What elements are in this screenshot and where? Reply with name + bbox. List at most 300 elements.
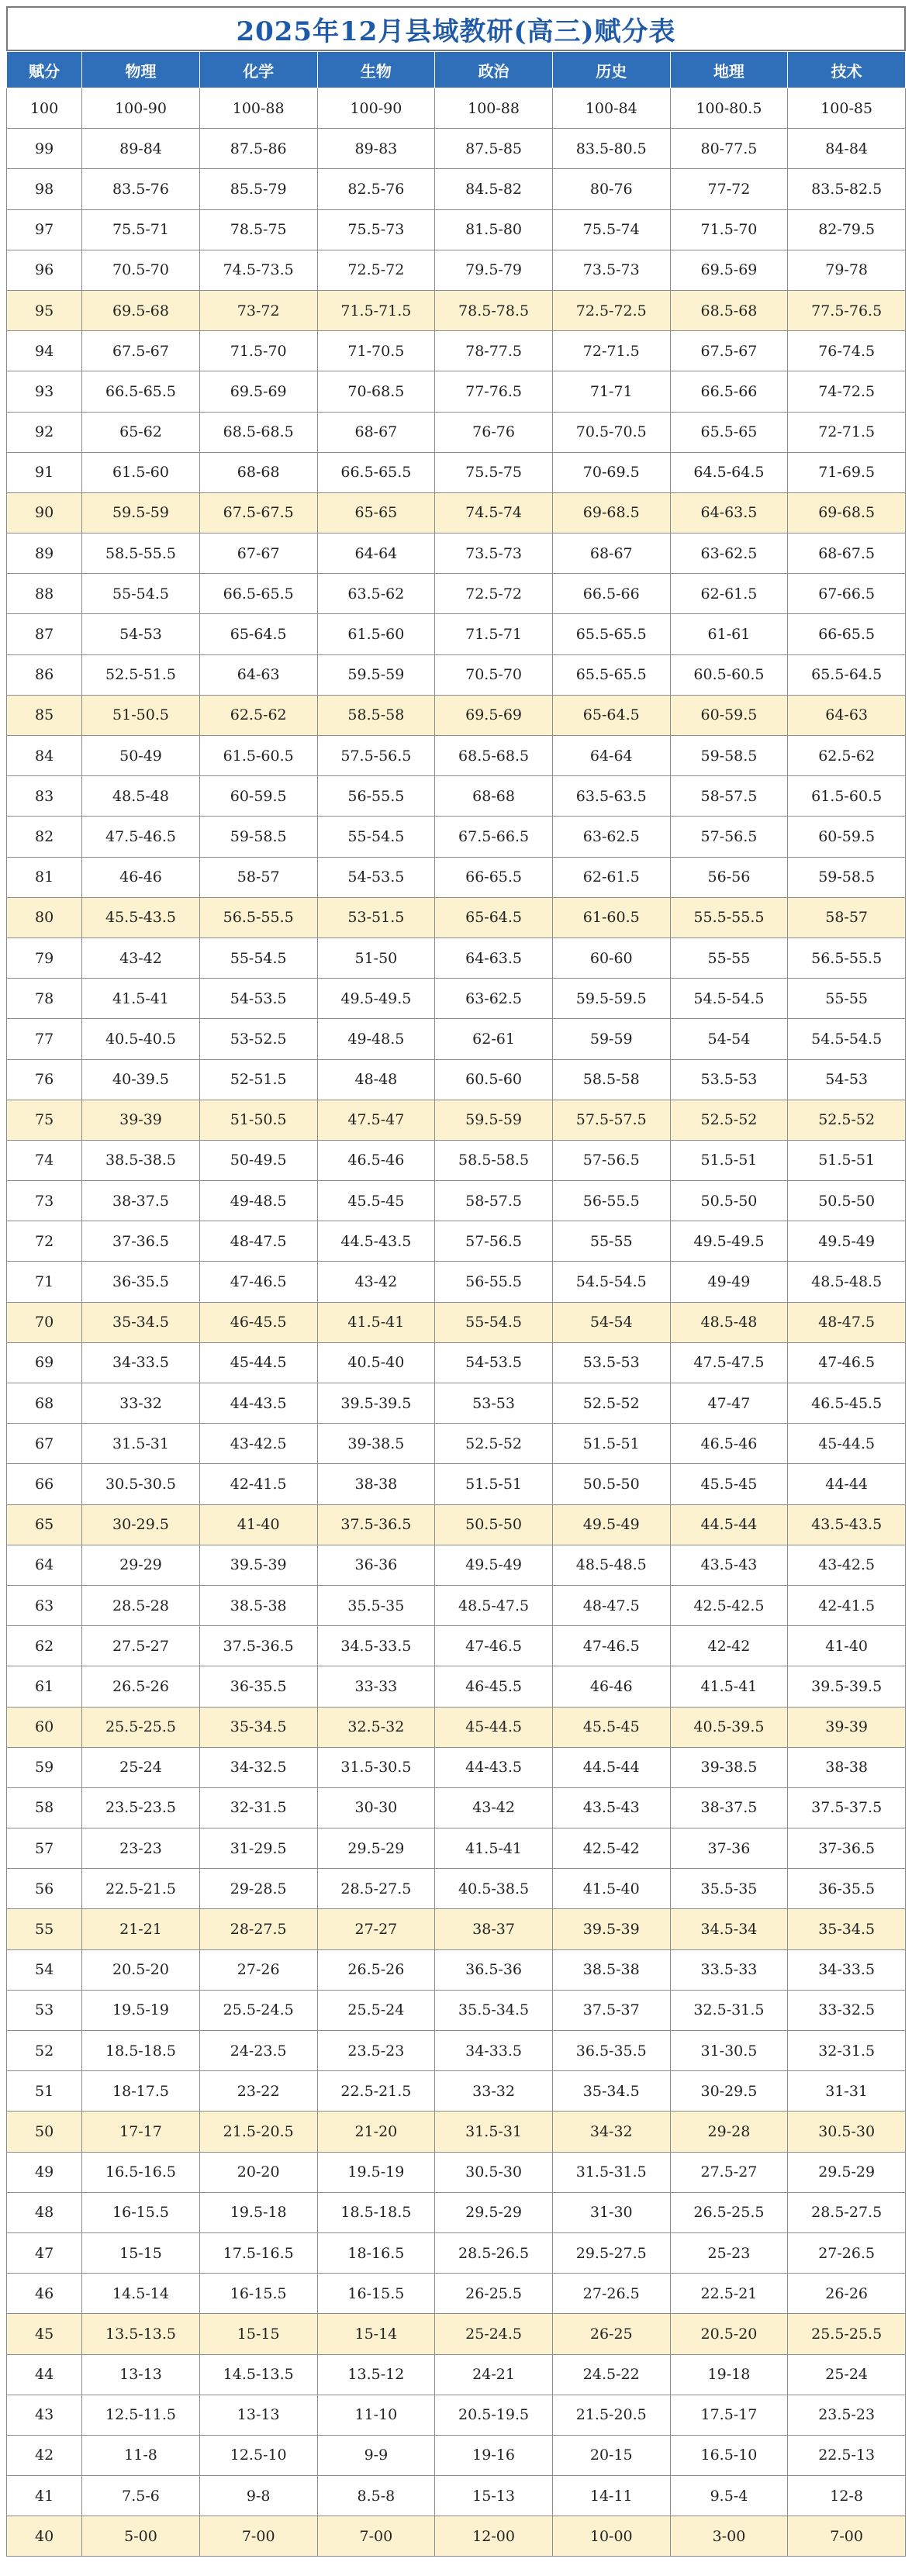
range-cell: 60.5-60 [435, 1059, 553, 1100]
range-cell: 67.5-66.5 [435, 817, 553, 857]
range-cell: 47-47 [670, 1383, 788, 1424]
score-cell: 86 [7, 654, 82, 695]
score-cell: 63 [7, 1585, 82, 1625]
range-cell: 41.5-40 [552, 1869, 670, 1909]
range-cell: 100-80.5 [670, 88, 788, 129]
range-cell: 75.5-74 [552, 209, 670, 250]
range-cell: 64-63 [199, 654, 317, 695]
range-cell: 25.5-25.5 [82, 1707, 200, 1747]
range-cell: 56-56 [670, 857, 788, 897]
range-cell: 23.5-23 [788, 2395, 906, 2435]
range-cell: 49-48.5 [317, 1019, 435, 1059]
range-cell: 54-53.5 [199, 979, 317, 1019]
range-cell: 59-58.5 [670, 736, 788, 776]
range-cell: 69.5-68 [82, 290, 200, 330]
table-row [7, 1100, 906, 1140]
range-cell: 43-42 [435, 1787, 553, 1828]
range-cell: 40.5-38.5 [435, 1869, 553, 1909]
range-cell: 46.5-45.5 [788, 1383, 906, 1424]
range-cell: 55-54.5 [435, 1302, 553, 1342]
range-cell: 24.5-22 [552, 2354, 670, 2395]
range-cell: 12-00 [435, 2516, 553, 2557]
range-cell: 56-55.5 [435, 1262, 553, 1302]
range-cell: 84-84 [788, 129, 906, 169]
range-cell: 46-45.5 [199, 1302, 317, 1342]
range-cell: 67.5-67.5 [199, 492, 317, 533]
table-row [7, 1828, 906, 1869]
range-cell: 59-58.5 [199, 817, 317, 857]
range-cell: 59-58.5 [788, 857, 906, 897]
range-cell: 66.5-66 [670, 371, 788, 412]
range-cell: 43.5-43.5 [788, 1504, 906, 1545]
range-cell: 32-31.5 [199, 1787, 317, 1828]
range-cell: 36-36 [317, 1545, 435, 1585]
range-cell: 35-34.5 [82, 1302, 200, 1342]
table-row [7, 1221, 906, 1262]
range-cell: 69.5-69 [435, 695, 553, 735]
range-cell: 62-61.5 [670, 574, 788, 614]
score-cell: 50 [7, 2112, 82, 2152]
range-cell: 60-59.5 [670, 695, 788, 735]
range-cell: 79-78 [788, 250, 906, 290]
range-cell: 75.5-73 [317, 209, 435, 250]
range-cell: 51.5-51 [552, 1424, 670, 1464]
score-cell: 68 [7, 1383, 82, 1424]
range-cell: 68-67.5 [788, 534, 906, 574]
range-cell: 40.5-39.5 [670, 1707, 788, 1747]
range-cell: 67-66.5 [788, 574, 906, 614]
range-cell: 43-42.5 [788, 1545, 906, 1585]
table-row [7, 371, 906, 412]
range-cell: 56-55.5 [317, 776, 435, 817]
table-row [7, 2435, 906, 2475]
table-row [7, 209, 906, 250]
range-cell: 43-42 [317, 1262, 435, 1302]
range-cell: 41.5-41 [82, 979, 200, 1019]
table-row [7, 1059, 906, 1100]
range-cell: 64.5-64.5 [670, 452, 788, 492]
table-row [7, 1585, 906, 1625]
range-cell: 5-00 [82, 2516, 200, 2557]
score-cell: 40 [7, 2516, 82, 2557]
range-cell: 59.5-59 [435, 1100, 553, 1140]
range-cell: 36.5-36 [435, 1949, 553, 1990]
range-cell: 45-44.5 [199, 1342, 317, 1383]
range-cell: 73.5-73 [435, 534, 553, 574]
range-cell: 19.5-19 [317, 2152, 435, 2192]
range-cell: 55-55 [552, 1221, 670, 1262]
range-cell: 58-57.5 [435, 1181, 553, 1221]
range-cell: 68-68 [199, 452, 317, 492]
range-cell: 21-21 [82, 1909, 200, 1949]
score-cell: 79 [7, 938, 82, 978]
range-cell: 70-69.5 [552, 452, 670, 492]
range-cell: 72.5-72 [435, 574, 553, 614]
range-cell: 16-15.5 [82, 2192, 200, 2232]
range-cell: 41-40 [788, 1626, 906, 1666]
range-cell: 25-24 [82, 1747, 200, 1787]
range-cell: 26.5-26 [82, 1666, 200, 1707]
range-cell: 23.5-23 [317, 2031, 435, 2071]
score-cell: 98 [7, 169, 82, 209]
table-row [7, 2395, 906, 2435]
score-cell: 89 [7, 534, 82, 574]
range-cell: 21-20 [317, 2112, 435, 2152]
range-cell: 29.5-29 [435, 2192, 553, 2232]
table-row [7, 2232, 906, 2273]
header-physics: 物理 [82, 52, 200, 88]
range-cell: 34.5-33.5 [317, 1626, 435, 1666]
range-cell: 38-38 [317, 1464, 435, 1504]
range-cell: 70.5-70 [82, 250, 200, 290]
range-cell: 20.5-19.5 [435, 2395, 553, 2435]
range-cell: 25.5-24.5 [199, 1990, 317, 2030]
range-cell: 79.5-79 [435, 250, 553, 290]
range-cell: 3-00 [670, 2516, 788, 2557]
range-cell: 64-64 [317, 534, 435, 574]
score-cell: 71 [7, 1262, 82, 1302]
range-cell: 8.5-8 [317, 2476, 435, 2516]
range-cell: 52.5-52 [670, 1100, 788, 1140]
range-cell: 83.5-82.5 [788, 169, 906, 209]
table-row [7, 1181, 906, 1221]
header-biology: 生物 [317, 52, 435, 88]
range-cell: 28.5-28 [82, 1585, 200, 1625]
range-cell: 61.5-60 [317, 614, 435, 654]
range-cell: 16-15.5 [199, 2274, 317, 2314]
range-cell: 55-55 [788, 979, 906, 1019]
score-cell: 58 [7, 1787, 82, 1828]
range-cell: 54.5-54.5 [788, 1019, 906, 1059]
range-cell: 71-70.5 [317, 331, 435, 371]
range-cell: 48.5-48 [670, 1302, 788, 1342]
range-cell: 71.5-70 [670, 209, 788, 250]
score-cell: 84 [7, 736, 82, 776]
score-cell: 72 [7, 1221, 82, 1262]
range-cell: 18-17.5 [82, 2071, 200, 2112]
range-cell: 40.5-40.5 [82, 1019, 200, 1059]
range-cell: 27-26 [199, 1949, 317, 1990]
range-cell: 62-61.5 [552, 857, 670, 897]
range-cell: 48.5-48.5 [552, 1545, 670, 1585]
table-row [7, 129, 906, 169]
range-cell: 55-54.5 [82, 574, 200, 614]
score-cell: 87 [7, 614, 82, 654]
range-cell: 27.5-27 [82, 1626, 200, 1666]
range-cell: 49.5-49 [435, 1545, 553, 1585]
score-cell: 56 [7, 1869, 82, 1909]
range-cell: 38.5-38.5 [82, 1140, 200, 1180]
range-cell: 17.5-17 [670, 2395, 788, 2435]
range-cell: 68.5-68 [670, 290, 788, 330]
range-cell: 58.5-55.5 [82, 534, 200, 574]
range-cell: 31-29.5 [199, 1828, 317, 1869]
range-cell: 45.5-45 [317, 1181, 435, 1221]
range-cell: 82-79.5 [788, 209, 906, 250]
range-cell: 70.5-70.5 [552, 412, 670, 452]
range-cell: 80-76 [552, 169, 670, 209]
range-cell: 12.5-11.5 [82, 2395, 200, 2435]
score-cell: 80 [7, 897, 82, 938]
table-row [7, 1869, 906, 1909]
score-cell: 90 [7, 492, 82, 533]
range-cell: 100-90 [317, 88, 435, 129]
range-cell: 47-46.5 [435, 1626, 553, 1666]
range-cell: 11-8 [82, 2435, 200, 2475]
range-cell: 36.5-35.5 [552, 2031, 670, 2071]
range-cell: 84.5-82 [435, 169, 553, 209]
range-cell: 16.5-10 [670, 2435, 788, 2475]
range-cell: 35.5-35 [670, 1869, 788, 1909]
range-cell: 33.5-33 [670, 1949, 788, 1990]
range-cell: 13.5-13.5 [82, 2314, 200, 2354]
range-cell: 34-32.5 [199, 1747, 317, 1787]
range-cell: 50.5-50 [788, 1181, 906, 1221]
range-cell: 15-13 [435, 2476, 553, 2516]
range-cell: 65-64.5 [435, 897, 553, 938]
range-cell: 9.5-4 [670, 2476, 788, 2516]
range-cell: 45.5-45 [552, 1707, 670, 1747]
range-cell: 69-68.5 [552, 492, 670, 533]
range-cell: 45-44.5 [788, 1424, 906, 1464]
header-geography: 地理 [670, 52, 788, 88]
range-cell: 82.5-76 [317, 169, 435, 209]
range-cell: 39-38.5 [670, 1747, 788, 1787]
table-row [7, 290, 906, 330]
table-row [7, 1262, 906, 1302]
range-cell: 36-35.5 [82, 1262, 200, 1302]
range-cell: 19.5-19 [82, 1990, 200, 2030]
score-cell: 44 [7, 2354, 82, 2395]
range-cell: 63-62.5 [670, 534, 788, 574]
range-cell: 33-32 [435, 2071, 553, 2112]
range-cell: 46.5-46 [317, 1140, 435, 1180]
range-cell: 46-46 [552, 1666, 670, 1707]
range-cell: 31-30.5 [670, 2031, 788, 2071]
range-cell: 27-27 [317, 1909, 435, 1949]
range-cell: 40-39.5 [82, 1059, 200, 1100]
range-cell: 47-46.5 [199, 1262, 317, 1302]
range-cell: 100-90 [82, 88, 200, 129]
range-cell: 55.5-55.5 [670, 897, 788, 938]
range-cell: 68.5-68.5 [435, 736, 553, 776]
range-cell: 29.5-29 [317, 1828, 435, 1869]
range-cell: 39.5-39.5 [788, 1666, 906, 1707]
range-cell: 55-55 [670, 938, 788, 978]
range-cell: 25-24 [788, 2354, 906, 2395]
range-cell: 11-10 [317, 2395, 435, 2435]
score-cell: 76 [7, 1059, 82, 1100]
range-cell: 56.5-55.5 [788, 938, 906, 978]
table-row [7, 2112, 906, 2152]
range-cell: 69.5-69 [199, 371, 317, 412]
range-cell: 47-46.5 [552, 1626, 670, 1666]
score-cell: 60 [7, 1707, 82, 1747]
range-cell: 34-33.5 [788, 1949, 906, 1990]
table-row [7, 1019, 906, 1059]
range-cell: 71.5-71 [435, 614, 553, 654]
range-cell: 27-26.5 [788, 2232, 906, 2273]
range-cell: 39.5-39.5 [317, 1383, 435, 1424]
score-cell: 43 [7, 2395, 82, 2435]
range-cell: 26-26 [788, 2274, 906, 2314]
range-cell: 25.5-24 [317, 1990, 435, 2030]
range-cell: 54-54 [552, 1302, 670, 1342]
range-cell: 29-29 [82, 1545, 200, 1585]
range-cell: 60-59.5 [199, 776, 317, 817]
range-cell: 45.5-43.5 [82, 897, 200, 938]
range-cell: 31.5-31 [435, 2112, 553, 2152]
range-cell: 53-52.5 [199, 1019, 317, 1059]
range-cell: 58.5-58.5 [435, 1140, 553, 1180]
range-cell: 19.5-18 [199, 2192, 317, 2232]
range-cell: 13-13 [199, 2395, 317, 2435]
range-cell: 30.5-30 [788, 2112, 906, 2152]
range-cell: 64-63.5 [435, 938, 553, 978]
range-cell: 53.5-53 [670, 1059, 788, 1100]
range-cell: 76-74.5 [788, 331, 906, 371]
range-cell: 65.5-65.5 [552, 654, 670, 695]
range-cell: 59.5-59 [82, 492, 200, 533]
range-cell: 50.5-50 [552, 1464, 670, 1504]
table-row [7, 695, 906, 735]
table-row [7, 1302, 906, 1342]
table-row [7, 1140, 906, 1180]
range-cell: 37-36 [670, 1828, 788, 1869]
range-cell: 72.5-72.5 [552, 290, 670, 330]
table-row [7, 979, 906, 1019]
range-cell: 64-63 [788, 695, 906, 735]
range-cell: 66-65.5 [788, 614, 906, 654]
score-cell: 73 [7, 1181, 82, 1221]
range-cell: 85.5-79 [199, 169, 317, 209]
range-cell: 53.5-53 [552, 1342, 670, 1383]
range-cell: 72-71.5 [788, 412, 906, 452]
range-cell: 31.5-30.5 [317, 1747, 435, 1787]
table-row [7, 1626, 906, 1666]
range-cell: 51-50.5 [199, 1100, 317, 1140]
range-cell: 51-50 [317, 938, 435, 978]
table-row [7, 2031, 906, 2071]
range-cell: 55-54.5 [317, 817, 435, 857]
range-cell: 30.5-30 [435, 2152, 553, 2192]
range-cell: 35.5-35 [317, 1585, 435, 1625]
range-cell: 12.5-10 [199, 2435, 317, 2475]
range-cell: 31.5-31 [82, 1424, 200, 1464]
range-cell: 13-13 [82, 2354, 200, 2395]
range-cell: 14.5-14 [82, 2274, 200, 2314]
table-row [7, 897, 906, 938]
range-cell: 42-41.5 [788, 1585, 906, 1625]
range-cell: 29.5-27.5 [552, 2232, 670, 2273]
range-cell: 64-63.5 [670, 492, 788, 533]
table-row [7, 1707, 906, 1747]
range-cell: 46.5-46 [670, 1424, 788, 1464]
range-cell: 63.5-63.5 [552, 776, 670, 817]
range-cell: 59.5-59 [317, 654, 435, 695]
range-cell: 58.5-58 [552, 1059, 670, 1100]
range-cell: 39.5-39 [552, 1909, 670, 1949]
range-cell: 24-23.5 [199, 2031, 317, 2071]
range-cell: 63.5-62 [317, 574, 435, 614]
range-cell: 74.5-74 [435, 492, 553, 533]
range-cell: 20.5-20 [82, 1949, 200, 1990]
range-cell: 75.5-75 [435, 452, 553, 492]
range-cell: 35.5-34.5 [435, 1990, 553, 2030]
range-cell: 37.5-37.5 [788, 1787, 906, 1828]
range-cell: 39-38.5 [317, 1424, 435, 1464]
range-cell: 48.5-47.5 [435, 1585, 553, 1625]
range-cell: 55-54.5 [199, 938, 317, 978]
range-cell: 49.5-49.5 [670, 1221, 788, 1262]
range-cell: 73-72 [199, 290, 317, 330]
score-cell: 97 [7, 209, 82, 250]
score-cell: 54 [7, 1949, 82, 1990]
score-cell: 77 [7, 1019, 82, 1059]
range-cell: 37-36.5 [82, 1221, 200, 1262]
range-cell: 100-88 [199, 88, 317, 129]
score-cell: 70 [7, 1302, 82, 1342]
range-cell: 20-15 [552, 2435, 670, 2475]
range-cell: 28-27.5 [199, 1909, 317, 1949]
range-cell: 75.5-71 [82, 209, 200, 250]
score-cell: 93 [7, 371, 82, 412]
table-row [7, 1464, 906, 1504]
range-cell: 34-33.5 [82, 1342, 200, 1383]
table-row [7, 2314, 906, 2354]
table-row [7, 492, 906, 533]
table-row [7, 2192, 906, 2232]
table-row [7, 169, 906, 209]
range-cell: 50.5-50 [435, 1504, 553, 1545]
score-cell: 88 [7, 574, 82, 614]
table-row [7, 1383, 906, 1424]
table-row [7, 614, 906, 654]
table-body [7, 88, 906, 2557]
score-cell: 85 [7, 695, 82, 735]
table-row [7, 331, 906, 371]
range-cell: 22.5-21.5 [82, 1869, 200, 1909]
range-cell: 61-61 [670, 614, 788, 654]
range-cell: 45-44.5 [435, 1707, 553, 1747]
table-row [7, 1990, 906, 2030]
range-cell: 7-00 [199, 2516, 317, 2557]
score-cell: 53 [7, 1990, 82, 2030]
range-cell: 61-60.5 [552, 897, 670, 938]
range-cell: 12-8 [788, 2476, 906, 2516]
table-row [7, 817, 906, 857]
table-row [7, 412, 906, 452]
table-header-row [7, 52, 906, 88]
range-cell: 49.5-49.5 [317, 979, 435, 1019]
range-cell: 80-77.5 [670, 129, 788, 169]
range-cell: 51-50.5 [82, 695, 200, 735]
score-cell: 91 [7, 452, 82, 492]
range-cell: 33-33 [317, 1666, 435, 1707]
range-cell: 44.5-44 [670, 1504, 788, 1545]
range-cell: 58-57 [788, 897, 906, 938]
range-cell: 33-32 [82, 1383, 200, 1424]
range-cell: 57-56.5 [670, 817, 788, 857]
range-cell: 34-32 [552, 2112, 670, 2152]
score-cell: 64 [7, 1545, 82, 1585]
range-cell: 71-71 [552, 371, 670, 412]
range-cell: 100-84 [552, 88, 670, 129]
page-title: 2025年12月县域教研(高三)赋分表 [6, 6, 906, 51]
header-score: 赋分 [7, 52, 82, 88]
table-row [7, 1949, 906, 1990]
range-cell: 66.5-66 [552, 574, 670, 614]
